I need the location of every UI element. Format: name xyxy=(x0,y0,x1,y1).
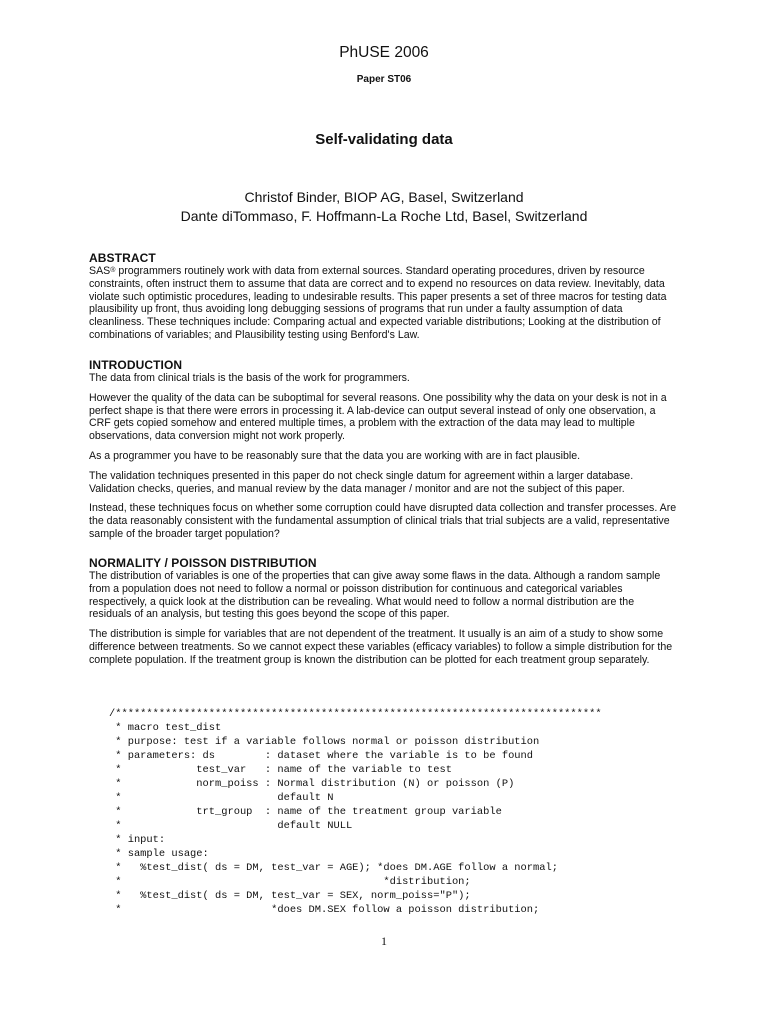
author-list xyxy=(0,188,768,225)
normality-heading: NORMALITY / POISSON DISTRIBUTION xyxy=(89,556,317,570)
abstract-text xyxy=(89,265,679,342)
abstract-section xyxy=(89,251,679,349)
page-number: 1 xyxy=(381,934,387,948)
paragraph: Instead, these techniques focus on whether some corruption could have disrupted data collection and transfer processes. Are the data reasonably consistent with the fundamental assumption of clinical trials that trial subjects are a valid, representative sample of the broader target population? xyxy=(89,502,677,540)
author-line: Christof Binder, BIOP AG, Basel, Switzerland xyxy=(244,189,524,205)
registered-mark: ® xyxy=(110,267,116,274)
paragraph: The distribution is simple for variables that are not dependent of the treatment. It usually is an aim of a study to show some difference between treatments. So we cannot expect these variables (efficacy variables) to follow a simple distribution for the complete population. If the treatment group is known the distribution can be plotted for each treatment group separately. xyxy=(89,628,673,666)
abstract-body: programmers routinely work with data from external sources. Standard operating procedures, driven by resource constraints, often instruct them to assume that data are correct and to expend no resources on data review. Inevitably, data violate such optimistic procedures, leading to undesirable results. This paper presents a set of three macros for testing data plausibility up front, thus avoiding long debugging sessions of programs that run under a faulty assumption of data cleanliness. These techniques include: Comparing actual and expected variable distributions; Looking at the distribution of combinations of variables; and Plausibility testing using Benford's Law. xyxy=(89,265,667,341)
paragraph: However the quality of the data can be suboptimal for several reasons. One possibility why the data on your desk is not in a perfect shape is that there were errors in processing it. A lab-device can output several instead of only one observation, a CRF gets copied somehow and entered multiple times, a problem with the extraction of the data may lead to multiple observations, data conversion might not work properly. xyxy=(89,391,667,443)
paper-title: Self-validating data xyxy=(315,131,453,148)
introduction-heading: INTRODUCTION xyxy=(89,358,183,372)
abstract-heading: ABSTRACT xyxy=(89,251,156,265)
paragraph: The distribution of variables is one of the properties that can give away some flaws in the data. Although a random sample from a population does not need to follow a normal or poisson distribution for continuous and categorical variables respectively, a quick look at the distribution can be revealing. What would need to follow a normal distribution are the residuals of an analysis, but testing this goes beyond the scope of this paper. xyxy=(89,570,661,621)
paragraph: The data from clinical trials is the basis of the work for programmers. xyxy=(89,372,410,384)
sas-word: SAS xyxy=(89,265,111,277)
conference-header: PhUSE 2006 xyxy=(339,44,429,61)
paper-number: Paper ST06 xyxy=(356,74,412,85)
author-line: Dante diTommaso, F. Hoffmann-La Roche Ltd, Basel, Switzerland xyxy=(180,207,588,224)
code-listing: /****************************************************************************** * macro test_dist * purpose: test if a variable follows normal or poisson distribution * parameters: ds : dataset where the variable is to be found * test_var : name of the variable to test * norm_poiss : Normal distribution (N) or poisson (P) * default N * trt_group : name of the treatment group variable * default NULL * input: * sample usage: * %test_dist( ds = DM, test_var = AGE); *does DM.AGE follow a normal; * *distribution; * %test_dist( ds = DM, test_var = SEX, norm_poiss="P"); * *does DM.SEX follow a poisson distribution; xyxy=(109,708,602,916)
normality-section xyxy=(89,556,679,674)
paragraph: As a programmer you have to be reasonably sure that the data you are working with are in fact plausible. xyxy=(89,449,581,462)
paragraph: The validation techniques presented in this paper do not check single datum for agreement within a larger database. Validation checks, queries, and manual review by the data manager / monitor and are not the subject of this paper. xyxy=(89,469,634,495)
introduction-section xyxy=(89,358,679,548)
